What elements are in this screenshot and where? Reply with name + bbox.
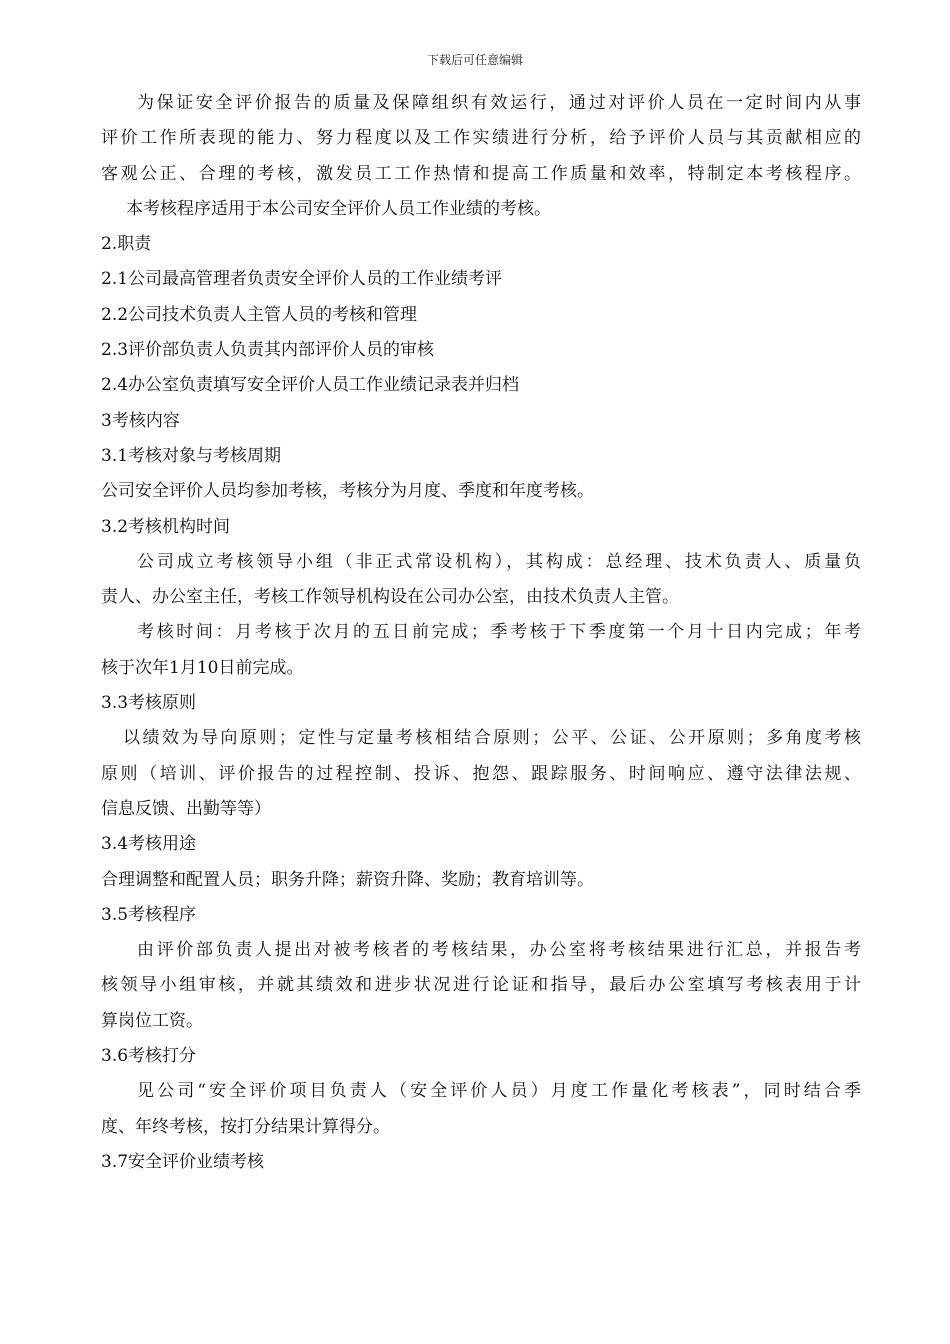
subsection-2-3: 2.3评价部负责人负责其内部评价人员的审核 (101, 340, 435, 361)
section-heading-responsibilities: 2.职责 (101, 234, 152, 255)
subsection-3-7-heading: 3.7安全评价业绩考核 (101, 1151, 265, 1172)
subsection-2-4: 2.4办公室负责填写安全评价人员工作业绩记录表并归档 (101, 375, 520, 396)
scoring-line-1: 见公司“安全评价项目负责人（安全评价人员）月度工作量化考核表”，同时结合季 (137, 1081, 861, 1102)
principles-line-2: 原则（培训、评价报告的过程控制、投诉、抱怨、跟踪服务、时间响应、遵守法律法规、 (101, 763, 861, 784)
scoring-line-2: 度、年终考核，按打分结果计算得分。 (101, 1116, 390, 1137)
intro-paragraph-line-1: 为保证安全评价报告的质量及保障组织有效运行，通过对评价人员在一定时间内从事 (137, 93, 861, 113)
procedure-line-2: 核领导小组审核，并就其绩效和进步状况进行论证和指导，最后办公室填写考核表用于计 (101, 975, 861, 996)
principles-line-3: 信息反馈、出勤等等） (101, 798, 271, 819)
assessment-time-line-2: 核于次年1月10日前完成。 (101, 657, 304, 678)
procedure-line-1: 由评价部负责人提出对被考核者的考核结果，办公室将考核结果进行汇总，并报告考 (137, 940, 861, 961)
page-header-note: 下载后可任意编辑 (426, 53, 523, 67)
subsection-3-2-text-line-2: 责人、办公室主任，考核工作领导机构设在公司办公室，由技术负责人主管。 (101, 587, 679, 608)
subsection-3-5-heading: 3.5考核程序 (101, 904, 197, 925)
subsection-3-1-heading: 3.1考核对象与考核周期 (101, 445, 282, 466)
procedure-line-3: 算岗位工资。 (101, 1010, 203, 1031)
subsection-3-2-text-line-1: 公司成立考核领导小组（非正式常设机构），其构成：总经理、技术负责人、质量负 (137, 551, 861, 572)
subsection-3-2-heading: 3.2考核机构时间 (101, 516, 231, 537)
principles-line-1: 以绩效为导向原则；定性与定量考核相结合原则；公平、公证、公开原则；多角度考核 (123, 728, 861, 749)
intro-paragraph-line-3: 客观公正、合理的考核，激发员工工作热情和提高工作质量和效率，特制定本考核程序。 (101, 163, 861, 184)
subsection-3-6-heading: 3.6考核打分 (101, 1046, 197, 1067)
subsection-2-2: 2.2公司技术负责人主管人员的考核和管理 (101, 304, 418, 325)
scope-paragraph: 本考核程序适用于本公司安全评价人员工作业绩的考核。 (126, 198, 551, 219)
subsection-3-4-text: 合理调整和配置人员；职务升降；薪资升降、奖励；教育培训等。 (101, 869, 594, 890)
subsection-2-1: 2.1公司最高管理者负责安全评价人员的工作业绩考评 (101, 269, 503, 290)
intro-paragraph-line-2: 评价工作所表现的能力、努力程度以及工作实绩进行分析，给予评价人员与其贡献相应的 (101, 128, 861, 149)
section-heading-assessment-content: 3考核内容 (101, 410, 180, 431)
assessment-time-line-1: 考核时间：月考核于次月的五日前完成；季考核于下季度第一个月十日内完成；年考 (137, 622, 861, 643)
subsection-3-3-heading: 3.3考核原则 (101, 693, 197, 714)
subsection-3-4-heading: 3.4考核用途 (101, 834, 197, 855)
document-body (101, 86, 861, 1180)
subsection-3-1-text: 公司安全评价人员均参加考核，考核分为月度、季度和年度考核。 (101, 481, 594, 502)
